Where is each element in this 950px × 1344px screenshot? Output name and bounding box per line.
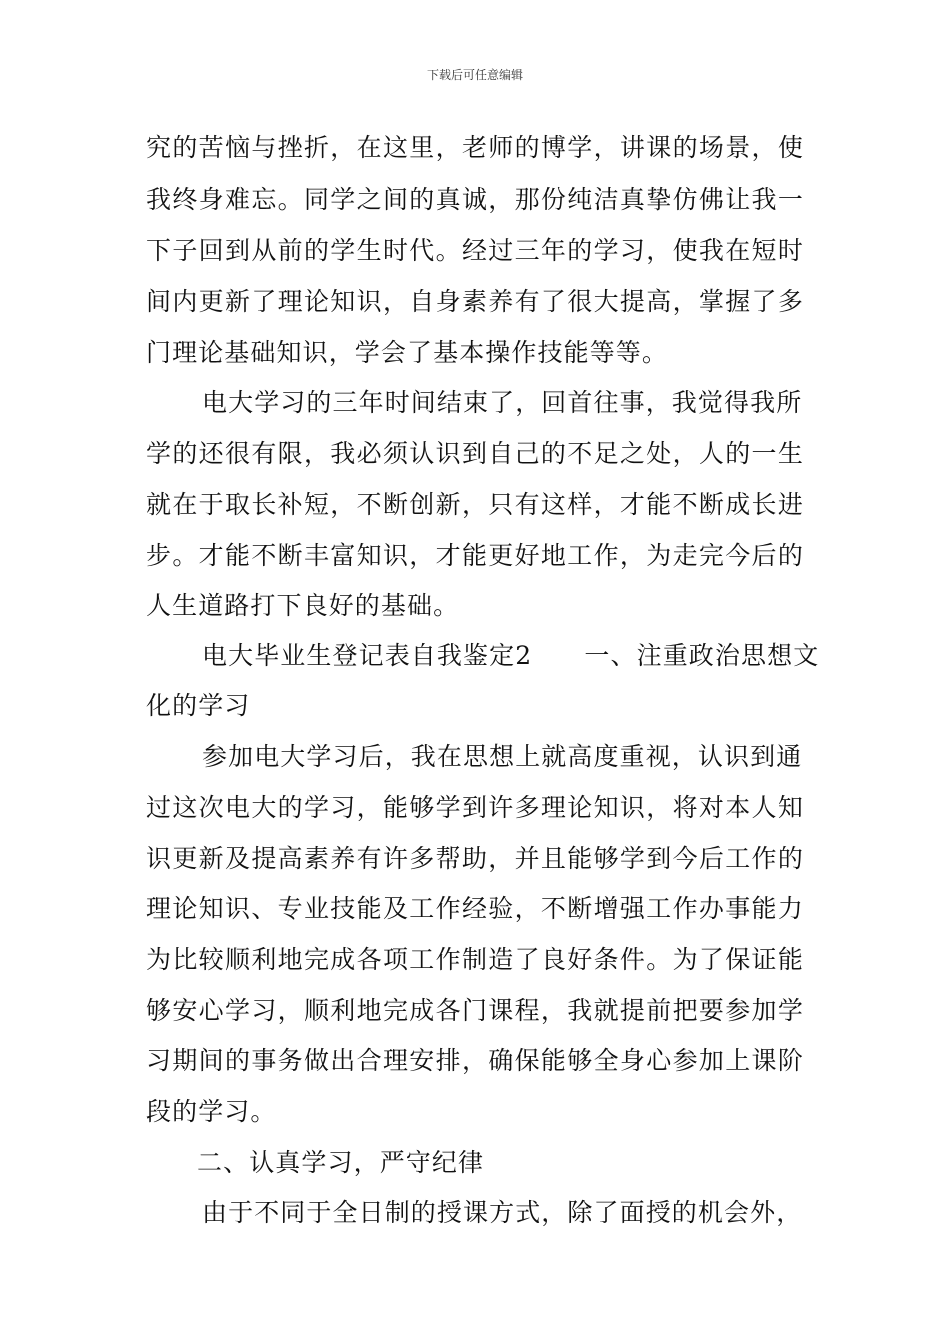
body-line: 学的还很有限，我必须认识到自己的不足之处，人的一生 (146, 439, 804, 468)
body-line: 段的学习。 (146, 1097, 277, 1126)
body-line: 步。才能不断丰富知识，才能更好地工作，为走完今后的 (146, 541, 804, 570)
body-line: 下子回到从前的学生时代。经过三年的学习，使我在短时 (146, 236, 804, 265)
body-line: 为比较顺利地完成各项工作制造了良好条件。为了保证能 (146, 945, 804, 974)
body-line: 就在于取长补短，不断创新，只有这样，才能不断成长进 (146, 490, 804, 519)
body-line: 过这次电大的学习，能够学到许多理论知识，将对本人知 (146, 793, 804, 822)
body-line: 我终身难忘。同学之间的真诚，那份纯洁真挚仿佛让我一 (146, 185, 804, 214)
body-line: 习期间的事务做出合理安排，确保能够全身心参加上课阶 (146, 1046, 804, 1075)
section-heading-line: 化的学习 (146, 691, 251, 720)
body-line: 由于不同于全日制的授课方式，除了面授的机会外， (202, 1198, 803, 1227)
body-line: 究的苦恼与挫折，在这里，老师的博学，讲课的场景，使 (146, 133, 804, 162)
section-heading-line: 二、认真学习，严守纪律 (197, 1148, 485, 1177)
section-heading-line: 电大毕业生登记表自我鉴定2 一、注重政治思想文 (202, 641, 820, 670)
page-header: 下载后可任意编辑 (426, 68, 523, 82)
body-line: 门理论基础知识，学会了基本操作技能等等。 (146, 338, 669, 367)
body-line: 间内更新了理论知识，自身素养有了很大提高，掌握了多 (146, 287, 804, 316)
body-line: 够安心学习，顺利地完成各门课程，我就提前把要参加学 (146, 996, 804, 1025)
body-line: 电大学习的三年时间结束了，回首往事，我觉得我所 (202, 388, 803, 417)
body-line: 理论知识、专业技能及工作经验，不断增强工作办事能力 (146, 894, 804, 923)
body-line: 参加电大学习后，我在思想上就高度重视，认识到通 (202, 742, 803, 771)
body-line: 人生道路打下良好的基础。 (146, 591, 460, 620)
body-line: 识更新及提高素养有许多帮助，并且能够学到今后工作的 (146, 844, 804, 873)
